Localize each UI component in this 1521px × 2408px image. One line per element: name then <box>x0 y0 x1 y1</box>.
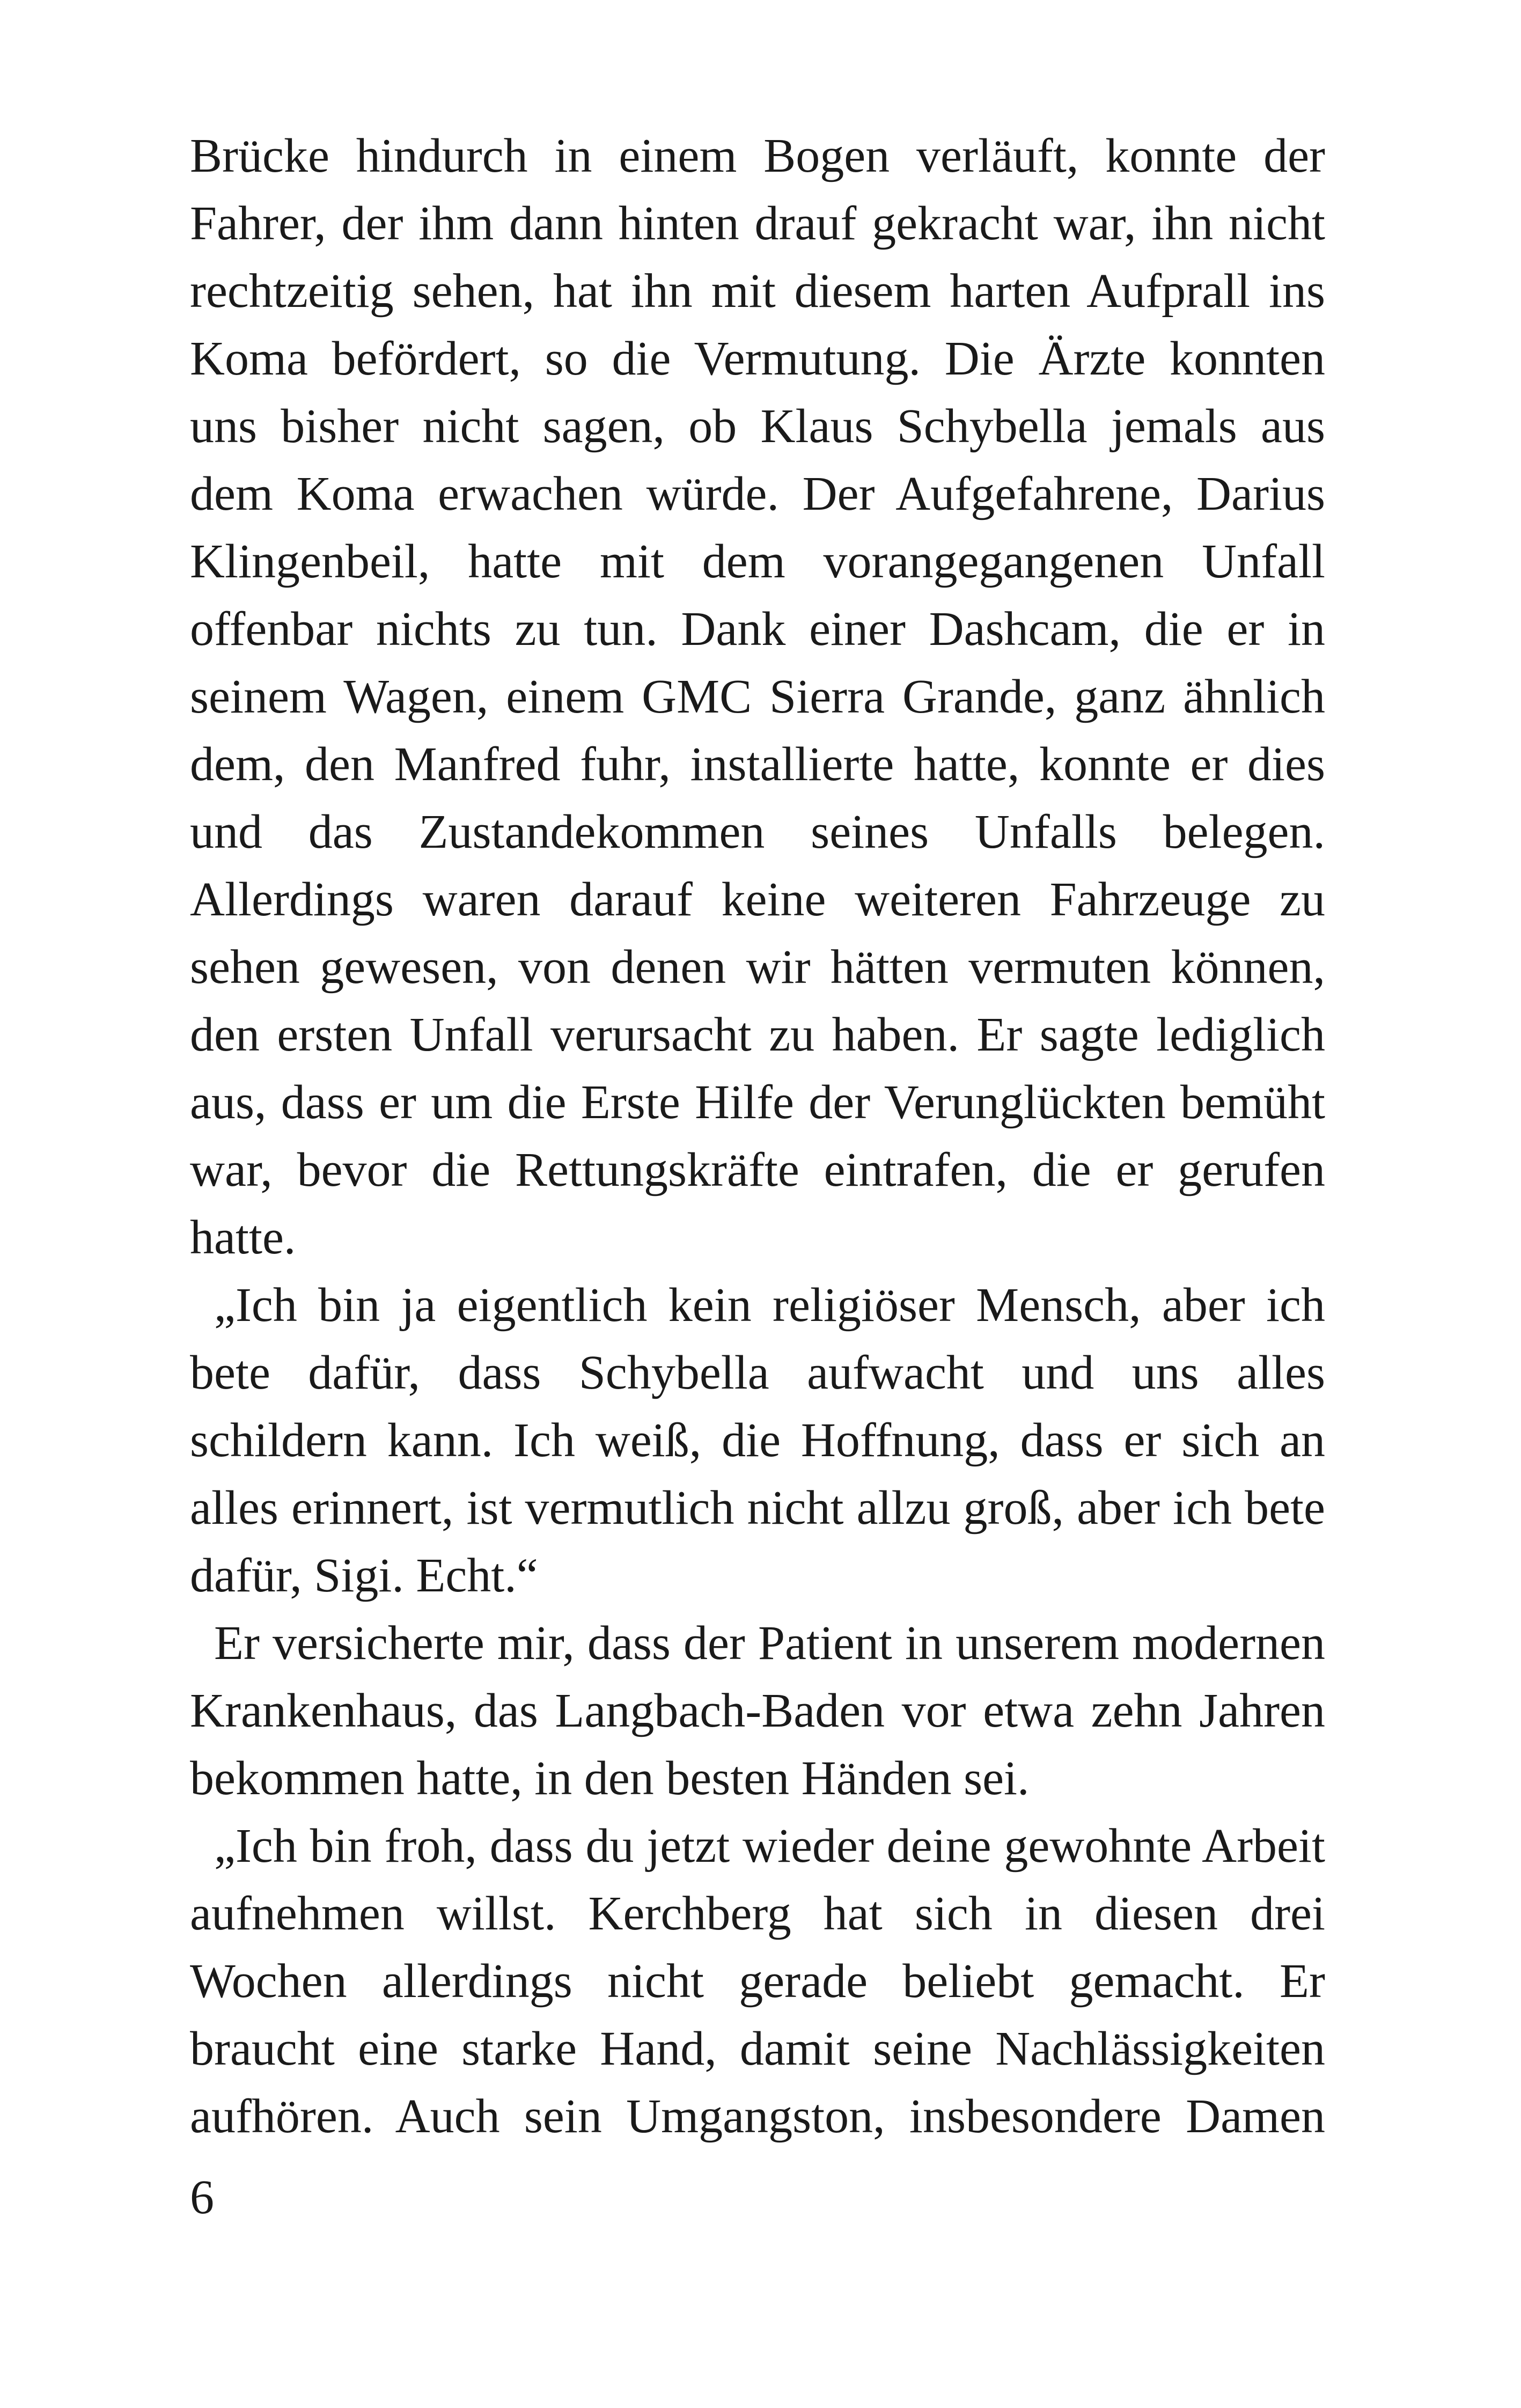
body-text <box>190 122 1325 2150</box>
text-line: bete dafür, dass Schybella aufwacht und uns alles <box>190 1346 1325 1399</box>
text-line: war, bevor die Rettungskräfte eintrafen, die er gerufen <box>190 1143 1325 1196</box>
text-line: Koma befördert, so die Vermutung. Die Ärzte konnten <box>190 332 1325 385</box>
paragraph-1 <box>190 122 1325 1272</box>
text-line: schildern kann. Ich weiß, die Hoffnung, dass er sich an <box>190 1414 1325 1467</box>
text-line: seinem Wagen, einem GMC Sierra Grande, ganz ähnlich <box>190 670 1325 723</box>
text-line: aufhören. Auch sein Umgangston, insbesondere Damen <box>190 2090 1325 2143</box>
text-line: braucht eine starke Hand, damit seine Nachlässigkeiten <box>190 2022 1325 2075</box>
text-line: Wochen allerdings nicht gerade beliebt gemacht. Er <box>190 1955 1325 2008</box>
text-line: „Ich bin ja eigentlich kein religiöser Mensch, aber ich <box>214 1279 1325 1332</box>
text-line: bekommen hatte, in den besten Händen sei. <box>190 1752 1030 1805</box>
text-line: offenbar nichts zu tun. Dank einer Dashcam, die er in <box>190 603 1325 656</box>
text-line: Fahrer, der ihm dann hinten drauf gekracht war, ihn nicht <box>190 197 1325 250</box>
paragraph-2 <box>190 1272 1325 1610</box>
text-line: Er versicherte mir, dass der Patient in unserem modernen <box>214 1617 1325 1670</box>
text-line: Krankenhaus, das Langbach-Baden vor etwa zehn Jahren <box>190 1684 1325 1737</box>
text-line: Allerdings waren darauf keine weiteren Fahrzeuge zu <box>190 873 1325 926</box>
text-line: dem Koma erwachen würde. Der Aufgefahrene, Darius <box>190 467 1325 520</box>
paragraph-4 <box>190 1812 1325 2150</box>
text-line: dafür, Sigi. Echt.“ <box>190 1549 538 1602</box>
paragraph-3 <box>190 1610 1325 1812</box>
text-line: Brücke hindurch in einem Bogen verläuft, konnte der <box>190 129 1325 182</box>
text-line: hatte. <box>190 1211 296 1264</box>
text-line: „Ich bin froh, dass du jetzt wieder deine gewohnte Arbeit <box>214 1819 1325 1873</box>
text-line: den ersten Unfall verursacht zu haben. Er sagte lediglich <box>190 1008 1325 1061</box>
text-line: alles erinnert, ist vermutlich nicht allzu groß, aber ich bete <box>190 1481 1325 1535</box>
text-line: aufnehmen willst. Kerchberg hat sich in diesen drei <box>190 1887 1325 1940</box>
text-line: rechtzeitig sehen, hat ihn mit diesem harten Aufprall ins <box>190 265 1325 318</box>
text-line: uns bisher nicht sagen, ob Klaus Schybella jemals aus <box>190 400 1325 453</box>
text-line: Klingenbeil, hatte mit dem vorangegangenen Unfall <box>190 535 1325 588</box>
page-number: 6 <box>190 2171 214 2224</box>
text-line: aus, dass er um die Erste Hilfe der Verunglückten bemüht <box>190 1076 1325 1129</box>
text-line: und das Zustandekommen seines Unfalls belegen. <box>190 805 1325 858</box>
text-line: dem, den Manfred fuhr, installierte hatte, konnte er dies <box>190 738 1325 791</box>
text-line: sehen gewesen, von denen wir hätten vermuten können, <box>190 941 1325 994</box>
